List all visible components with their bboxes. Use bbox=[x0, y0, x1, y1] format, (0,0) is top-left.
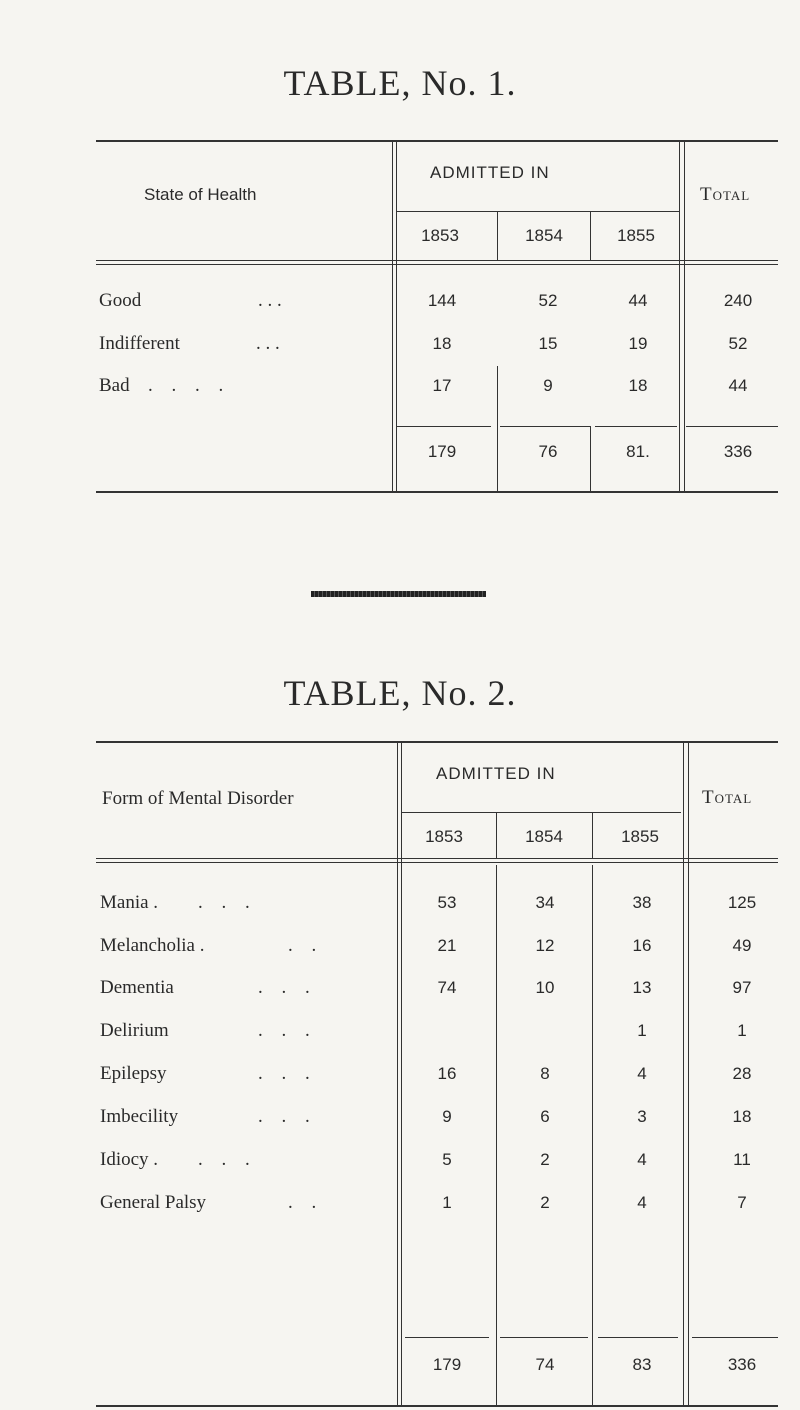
sum-1855: 83 bbox=[632, 1355, 652, 1374]
table-2-year-1854: 1854 bbox=[525, 827, 563, 846]
row-leader-dots: . . . bbox=[258, 1063, 310, 1084]
table-2-vrule-c2 bbox=[592, 865, 593, 1405]
table-1-top-rule bbox=[96, 140, 778, 142]
row-label: Bad bbox=[99, 375, 130, 396]
row-total: 52 bbox=[728, 334, 748, 353]
table-1-vrule-a bbox=[392, 142, 393, 492]
value-1854: 34 bbox=[535, 893, 555, 912]
row-leader-dots: . . . bbox=[198, 1149, 250, 1170]
table-1-total-label: Total bbox=[700, 184, 751, 205]
table-1-sum-rule-1 bbox=[396, 426, 491, 427]
row-label: Indifferent bbox=[99, 333, 180, 354]
row-label: General Palsy bbox=[100, 1192, 207, 1213]
value-1855: 4 bbox=[637, 1150, 647, 1169]
table-2-total-label: Total bbox=[702, 787, 753, 808]
table-1-title: TABLE, No. 1. bbox=[283, 63, 517, 103]
table-2-vrule-c bbox=[592, 813, 593, 858]
row-leader-dots: . . . bbox=[198, 892, 250, 913]
value-1855: 13 bbox=[632, 978, 652, 997]
table-1-vrule-a2 bbox=[396, 142, 397, 492]
table-2-sum-rule-1 bbox=[405, 1337, 489, 1338]
row-leader-dots: . . . bbox=[258, 977, 310, 998]
row-total: 125 bbox=[727, 893, 757, 912]
table-2-sum-rule-2 bbox=[500, 1337, 588, 1338]
value-1854: 52 bbox=[538, 291, 558, 310]
row-label: Dementia bbox=[100, 977, 174, 998]
row-label: Delirium bbox=[100, 1020, 169, 1041]
sum-1855: 81. bbox=[626, 442, 650, 461]
table-2-vrule-d bbox=[683, 743, 684, 1405]
value-1854: 15 bbox=[538, 334, 558, 353]
value-1855: 44 bbox=[628, 291, 648, 310]
row-total: 97 bbox=[732, 978, 752, 997]
row-leader-dots: . . bbox=[288, 935, 317, 956]
value-1854: 6 bbox=[540, 1107, 550, 1126]
value-1855: 38 bbox=[632, 893, 652, 912]
sum-1853: 179 bbox=[432, 1355, 462, 1374]
table-1-year-1853: 1853 bbox=[421, 226, 459, 245]
table-2-vrule-a2 bbox=[401, 743, 402, 1405]
sum-total: 336 bbox=[723, 442, 753, 461]
row-total: 240 bbox=[723, 291, 753, 310]
value-1853: 53 bbox=[437, 893, 457, 912]
sum-1854: 76 bbox=[538, 442, 558, 461]
table-2-vrule-d2 bbox=[688, 743, 689, 1405]
table-1-vrule-c bbox=[590, 212, 591, 260]
value-1853: 5 bbox=[442, 1150, 452, 1169]
value-1854: 2 bbox=[540, 1193, 550, 1212]
table-1-admitted-rule bbox=[396, 211, 679, 212]
table-1-sum-rule-3 bbox=[595, 426, 677, 427]
row-label: Imbecility bbox=[100, 1106, 179, 1127]
row-total: 18 bbox=[732, 1107, 752, 1126]
value-1855: 4 bbox=[637, 1193, 647, 1212]
table-1-bottom-rule bbox=[96, 491, 778, 493]
sum-total: 336 bbox=[727, 1355, 757, 1374]
row-leader-dots: . . . bbox=[258, 1020, 310, 1041]
table-2-year-1855: 1855 bbox=[621, 827, 659, 846]
row-leader-dots: . . . bbox=[258, 1106, 310, 1127]
value-1854: 8 bbox=[540, 1064, 550, 1083]
value-1854: 2 bbox=[540, 1150, 550, 1169]
table-1-header-rule-2 bbox=[96, 264, 778, 265]
sum-1854: 74 bbox=[535, 1355, 555, 1374]
value-1855: 18 bbox=[628, 376, 648, 395]
row-total: 1 bbox=[737, 1021, 747, 1040]
table-2-vrule-b2 bbox=[496, 865, 497, 1405]
table-1-vrule-d2 bbox=[684, 142, 685, 492]
table-2-column-label: Form of Mental Disorder bbox=[102, 788, 294, 809]
table-2-vrule-b bbox=[496, 813, 497, 858]
sum-1853: 179 bbox=[427, 442, 457, 461]
row-label: Melancholia . bbox=[100, 935, 205, 956]
row-total: 49 bbox=[732, 936, 752, 955]
table-2-header-rule-2 bbox=[96, 862, 778, 863]
table-1-vrule-b bbox=[497, 212, 498, 260]
table-2-year-1853: 1853 bbox=[425, 827, 463, 846]
row-label: Idiocy . bbox=[100, 1149, 159, 1170]
table-1-year-1854: 1854 bbox=[525, 226, 563, 245]
row-label: Epilepsy bbox=[100, 1063, 167, 1084]
value-1854: 9 bbox=[543, 376, 553, 395]
table-2-top-rule bbox=[96, 741, 778, 743]
value-1855: 4 bbox=[637, 1064, 647, 1083]
table-1-sum-rule-4 bbox=[686, 426, 778, 427]
row-leader-dots: . . . . bbox=[148, 375, 224, 396]
table-1-year-1855: 1855 bbox=[617, 226, 655, 245]
table-2-header-rule bbox=[96, 858, 778, 859]
value-1855: 16 bbox=[632, 936, 652, 955]
value-1853: 16 bbox=[437, 1064, 457, 1083]
table-1-vrule-b2 bbox=[497, 366, 498, 491]
value-1854: 12 bbox=[535, 936, 555, 955]
table-2-vrule-a bbox=[397, 743, 398, 1405]
value-1853: 144 bbox=[427, 291, 457, 310]
table-1-sum-rule-2 bbox=[500, 426, 590, 427]
value-1855: 19 bbox=[628, 334, 648, 353]
table-2-sum-rule-4 bbox=[692, 1337, 778, 1338]
table-2-admitted-rule bbox=[401, 812, 681, 813]
value-1853: 21 bbox=[437, 936, 457, 955]
value-1853: 74 bbox=[437, 978, 457, 997]
row-total: 28 bbox=[732, 1064, 752, 1083]
table-2-sum-rule-3 bbox=[598, 1337, 678, 1338]
value-1853: 17 bbox=[432, 376, 452, 395]
row-leader-dots: . . . bbox=[258, 290, 282, 311]
value-1853: 9 bbox=[442, 1107, 452, 1126]
row-leader-dots: . . bbox=[288, 1192, 317, 1213]
value-1855: 1 bbox=[637, 1021, 647, 1040]
table-1-column-label: State of Health bbox=[144, 185, 257, 204]
section-divider bbox=[311, 591, 486, 597]
value-1854: 10 bbox=[535, 978, 555, 997]
table-1-vrule-d bbox=[679, 142, 680, 492]
row-label: Mania . bbox=[100, 892, 159, 913]
row-total: 44 bbox=[728, 376, 748, 395]
table-1-header-rule bbox=[96, 260, 778, 261]
table-2-admitted-label: ADMITTED IN bbox=[436, 764, 556, 783]
table-1-vrule-c2 bbox=[590, 426, 591, 491]
row-total: 11 bbox=[733, 1150, 751, 1169]
row-leader-dots: . . . bbox=[256, 333, 280, 354]
row-total: 7 bbox=[737, 1193, 747, 1212]
table-2-title: TABLE, No. 2. bbox=[283, 673, 517, 713]
table-1-admitted-label: ADMITTED IN bbox=[430, 163, 550, 182]
table-2-bottom-rule bbox=[96, 1405, 778, 1407]
value-1855: 3 bbox=[637, 1107, 647, 1126]
row-label: Good bbox=[99, 290, 142, 311]
value-1853: 1 bbox=[442, 1193, 452, 1212]
value-1853: 18 bbox=[432, 334, 452, 353]
